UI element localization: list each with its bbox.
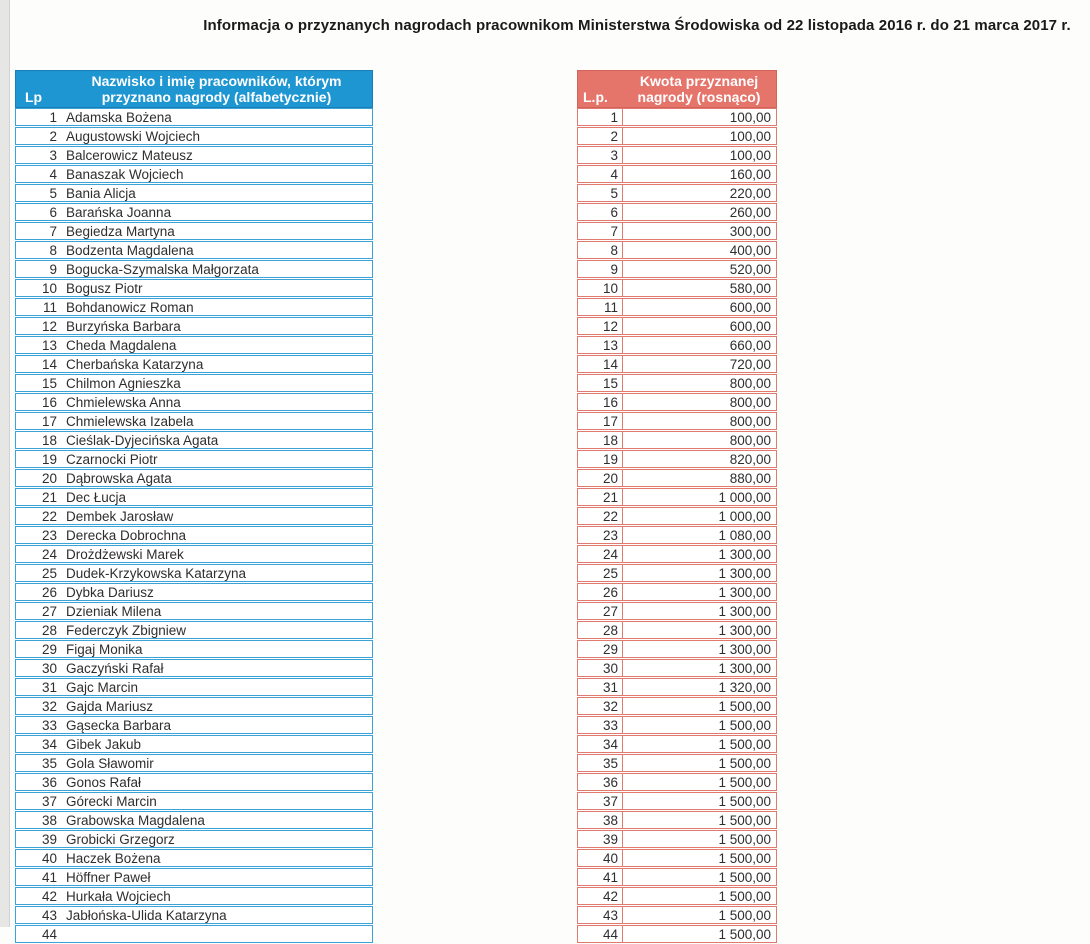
table-row — [577, 412, 777, 430]
table-row — [577, 773, 777, 791]
row-number: 9 — [49, 261, 57, 277]
award-amount: 1 300,00 — [718, 546, 771, 562]
award-amount: 600,00 — [729, 299, 771, 315]
table-row — [577, 450, 777, 468]
row-number: 40 — [41, 850, 57, 866]
table-row — [15, 184, 373, 202]
employee-name: Cheda Magdalena — [66, 337, 177, 353]
table-row — [577, 792, 777, 810]
table-row — [15, 127, 373, 145]
table-row — [15, 583, 373, 601]
row-number: 12 — [41, 318, 57, 334]
award-amount: 100,00 — [729, 109, 771, 125]
award-amount: 1 500,00 — [718, 812, 771, 828]
row-number: 30 — [41, 660, 57, 676]
table-row — [15, 279, 373, 297]
employee-name: Cherbańska Katarzyna — [66, 356, 204, 372]
row-number: 21 — [41, 489, 57, 505]
table-row — [15, 336, 373, 354]
employee-name: Balcerowicz Mateusz — [66, 147, 193, 163]
amounts-table — [577, 70, 777, 944]
award-amount: 1 300,00 — [718, 641, 771, 657]
row-number: 26 — [41, 584, 57, 600]
row-number: 25 — [578, 565, 623, 581]
row-number: 18 — [41, 432, 57, 448]
table-row — [577, 678, 777, 696]
table-row — [15, 165, 373, 183]
table-row — [577, 602, 777, 620]
award-amount: 520,00 — [729, 261, 771, 277]
employee-name: Drożdżewski Marek — [66, 546, 184, 562]
table-row — [15, 545, 373, 563]
row-number: 24 — [41, 546, 57, 562]
award-amount: 800,00 — [729, 375, 771, 391]
amounts-table-body — [577, 108, 777, 943]
row-number: 20 — [41, 470, 57, 486]
employee-name: Dudek-Krzykowska Katarzyna — [66, 565, 247, 581]
table-row — [577, 640, 777, 658]
row-number: 7 — [49, 223, 57, 239]
award-amount: 800,00 — [729, 394, 771, 410]
award-amount: 1 500,00 — [718, 888, 771, 904]
table-row — [15, 906, 373, 924]
employee-name: Höffner Paweł — [66, 869, 151, 885]
award-amount: 1 000,00 — [718, 489, 771, 505]
row-number: 41 — [578, 869, 623, 885]
row-number: 1 — [49, 109, 57, 125]
row-number: 44 — [578, 926, 623, 942]
employee-name: Bogucka-Szymalska Małgorzata — [66, 261, 259, 277]
names-column-header: Nazwisko i imię pracowników, którym przyznano nagrody (alfabetycznie) — [91, 73, 342, 105]
table-row — [15, 355, 373, 373]
row-number: 32 — [578, 698, 623, 714]
row-number: 3 — [578, 147, 623, 163]
table-row — [15, 602, 373, 620]
table-row — [15, 412, 373, 430]
row-number: 28 — [578, 622, 623, 638]
table-row — [15, 469, 373, 487]
row-number: 1 — [578, 109, 623, 125]
row-number: 14 — [578, 356, 623, 372]
row-number: 33 — [578, 717, 623, 733]
table-row — [15, 488, 373, 506]
row-number: 4 — [49, 166, 57, 182]
row-number: 20 — [578, 470, 623, 486]
row-number: 44 — [41, 926, 57, 942]
row-number: 28 — [41, 622, 57, 638]
table-row — [15, 108, 373, 126]
employee-name: Hurkała Wojciech — [66, 888, 171, 904]
row-number: 15 — [578, 375, 623, 391]
award-amount: 1 320,00 — [718, 679, 771, 695]
table-row — [577, 317, 777, 335]
table-row — [577, 925, 777, 943]
row-number: 13 — [578, 337, 623, 353]
table-row — [577, 127, 777, 145]
award-amount: 720,00 — [729, 356, 771, 372]
table-row — [15, 754, 373, 772]
row-number: 34 — [578, 736, 623, 752]
table-row — [15, 640, 373, 658]
table-row — [577, 431, 777, 449]
award-amount: 300,00 — [729, 223, 771, 239]
lp-column-header: L.p. — [583, 89, 608, 105]
award-amount: 1 500,00 — [718, 755, 771, 771]
table-row — [577, 697, 777, 715]
row-number: 17 — [41, 413, 57, 429]
row-number: 6 — [578, 204, 623, 220]
award-amount: 1 500,00 — [718, 793, 771, 809]
employee-name: Dzieniak Milena — [66, 603, 162, 619]
employee-name: Adamska Bożena — [66, 109, 172, 125]
table-row — [15, 526, 373, 544]
award-amount: 880,00 — [729, 470, 771, 486]
employee-name: Dybka Dariusz — [66, 584, 154, 600]
row-number: 35 — [41, 755, 57, 771]
table-row — [15, 735, 373, 753]
row-number: 12 — [578, 318, 623, 334]
employee-name: Chmielewska Anna — [66, 394, 181, 410]
table-row — [15, 792, 373, 810]
award-amount: 1 300,00 — [718, 603, 771, 619]
row-number: 15 — [41, 375, 57, 391]
amounts-table-header — [577, 70, 777, 108]
award-amount: 160,00 — [729, 166, 771, 182]
table-row — [15, 773, 373, 791]
table-row — [577, 393, 777, 411]
row-number: 16 — [41, 394, 57, 410]
employee-name: Chilmon Agnieszka — [66, 375, 181, 391]
row-number: 24 — [578, 546, 623, 562]
award-amount: 1 500,00 — [718, 717, 771, 733]
award-amount: 660,00 — [729, 337, 771, 353]
names-table-header — [15, 70, 373, 108]
employee-name: Bohdanowicz Roman — [66, 299, 194, 315]
table-row — [15, 621, 373, 639]
table-row — [577, 849, 777, 867]
table-row — [577, 374, 777, 392]
table-row — [577, 830, 777, 848]
table-row — [15, 564, 373, 582]
row-number: 34 — [41, 736, 57, 752]
row-number: 37 — [578, 793, 623, 809]
employee-name: Czarnocki Piotr — [66, 451, 158, 467]
row-number: 11 — [42, 299, 57, 315]
row-number: 36 — [578, 774, 623, 790]
employee-name: Gajc Marcin — [66, 679, 139, 695]
row-number: 2 — [578, 128, 623, 144]
award-amount: 1 000,00 — [718, 508, 771, 524]
table-row — [577, 564, 777, 582]
award-amount: 100,00 — [729, 147, 771, 163]
award-amount: 1 300,00 — [718, 565, 771, 581]
table-row — [15, 811, 373, 829]
row-number: 8 — [49, 242, 57, 258]
amounts-column-header: Kwota przyznanej nagrody (rosnąco) — [637, 73, 761, 105]
table-row — [15, 431, 373, 449]
table-row — [15, 241, 373, 259]
award-amount: 1 500,00 — [718, 850, 771, 866]
award-amount: 220,00 — [729, 185, 771, 201]
award-amount: 600,00 — [729, 318, 771, 334]
table-row — [577, 279, 777, 297]
table-row — [15, 830, 373, 848]
row-number: 37 — [41, 793, 57, 809]
employee-name: Grobicki Grzegorz — [66, 831, 175, 847]
table-row — [15, 317, 373, 335]
row-number: 43 — [578, 907, 623, 923]
table-row — [15, 697, 373, 715]
table-row — [15, 203, 373, 221]
table-row — [15, 716, 373, 734]
table-row — [577, 336, 777, 354]
award-amount: 800,00 — [729, 432, 771, 448]
table-row — [577, 887, 777, 905]
award-amount: 1 500,00 — [718, 831, 771, 847]
table-row — [15, 868, 373, 886]
award-amount: 1 500,00 — [718, 736, 771, 752]
row-number: 5 — [49, 185, 57, 201]
employee-name: Gaczyński Rafał — [66, 660, 164, 676]
employee-name: Burzyńska Barbara — [66, 318, 181, 334]
table-row — [577, 355, 777, 373]
table-row — [577, 241, 777, 259]
employee-name: Barańska Joanna — [66, 204, 172, 220]
employee-name: Jabłońska-Ulida Katarzyna — [66, 907, 227, 923]
employee-name: Cieślak-Dyjecińska Agata — [66, 432, 219, 448]
award-amount: 1 300,00 — [718, 584, 771, 600]
row-number: 32 — [41, 698, 57, 714]
table-row — [15, 925, 373, 943]
row-number: 29 — [41, 641, 57, 657]
lp-column-header: Lp — [25, 89, 43, 105]
row-number: 11 — [578, 299, 623, 315]
employee-name: Begiedza Martyna — [66, 223, 175, 239]
employee-name: Gąsecka Barbara — [66, 717, 172, 733]
row-number: 42 — [578, 888, 623, 904]
employee-name: Gola Sławomir — [66, 755, 154, 771]
table-row — [15, 374, 373, 392]
table-row — [577, 146, 777, 164]
row-number: 6 — [49, 204, 57, 220]
names-table — [15, 70, 373, 944]
employee-name: Bodzenta Magdalena — [66, 242, 194, 258]
row-number: 10 — [41, 280, 57, 296]
row-number: 22 — [578, 508, 623, 524]
table-row — [577, 222, 777, 240]
award-amount: 1 300,00 — [718, 660, 771, 676]
employee-name: Górecki Marcin — [66, 793, 157, 809]
award-amount: 400,00 — [729, 242, 771, 258]
row-number: 19 — [41, 451, 57, 467]
table-row — [15, 393, 373, 411]
row-number: 4 — [578, 166, 623, 182]
award-amount: 100,00 — [729, 128, 771, 144]
row-number: 25 — [41, 565, 57, 581]
table-row — [15, 298, 373, 316]
employee-name: Bogusz Piotr — [66, 280, 143, 296]
row-number: 38 — [41, 812, 57, 828]
row-number: 27 — [578, 603, 623, 619]
row-number: 8 — [578, 242, 623, 258]
table-row — [577, 184, 777, 202]
row-number: 42 — [41, 888, 57, 904]
page-title: Informacja o przyznanych nagrodach pracownikom Ministerstwa Środowiska od 22 listopada 2016 r. do 21 marca 2017 r. — [203, 17, 1071, 34]
table-row — [577, 526, 777, 544]
employee-name: Bania Alicja — [66, 185, 136, 201]
award-amount: 800,00 — [729, 413, 771, 429]
employee-name: Derecka Dobrochna — [66, 527, 187, 543]
award-amount: 1 500,00 — [718, 926, 771, 942]
row-number: 16 — [578, 394, 623, 410]
award-amount: 1 300,00 — [718, 622, 771, 638]
employee-name: Haczek Bożena — [66, 850, 161, 866]
table-row — [15, 146, 373, 164]
row-number: 7 — [578, 223, 623, 239]
table-row — [577, 165, 777, 183]
row-number: 43 — [41, 907, 57, 923]
row-number: 40 — [578, 850, 623, 866]
table-row — [577, 203, 777, 221]
employee-name: Grabowska Magdalena — [66, 812, 205, 828]
award-amount: 260,00 — [729, 204, 771, 220]
row-number: 30 — [578, 660, 623, 676]
row-number: 39 — [578, 831, 623, 847]
table-row — [577, 583, 777, 601]
row-number: 36 — [41, 774, 57, 790]
table-row — [15, 260, 373, 278]
row-number: 3 — [49, 147, 57, 163]
table-row — [577, 754, 777, 772]
table-row — [15, 887, 373, 905]
employee-name: Banaszak Wojciech — [66, 166, 184, 182]
table-row — [577, 906, 777, 924]
row-number: 10 — [578, 280, 623, 296]
row-number: 27 — [41, 603, 57, 619]
employee-name: Gonos Rafał — [66, 774, 142, 790]
table-row — [15, 222, 373, 240]
award-amount: 1 080,00 — [718, 527, 771, 543]
table-row — [577, 621, 777, 639]
row-number: 31 — [41, 679, 57, 695]
row-number: 9 — [578, 261, 623, 277]
table-row — [15, 450, 373, 468]
table-row — [577, 260, 777, 278]
table-row — [577, 868, 777, 886]
row-number: 26 — [578, 584, 623, 600]
row-number: 14 — [41, 356, 57, 372]
award-amount: 1 500,00 — [718, 869, 771, 885]
names-table-body — [15, 108, 373, 943]
row-number: 2 — [49, 128, 57, 144]
table-row — [577, 716, 777, 734]
row-number: 5 — [578, 185, 623, 201]
award-amount: 1 500,00 — [718, 698, 771, 714]
table-row — [15, 678, 373, 696]
employee-name: Dąbrowska Agata — [66, 470, 172, 486]
row-number: 21 — [578, 489, 623, 505]
table-row — [577, 811, 777, 829]
employee-name: Gibek Jakub — [66, 736, 142, 752]
table-row — [15, 849, 373, 867]
table-row — [577, 507, 777, 525]
row-number: 33 — [41, 717, 57, 733]
employee-name: Chmielewska Izabela — [66, 413, 194, 429]
row-number: 41 — [41, 869, 57, 885]
row-number: 35 — [578, 755, 623, 771]
employee-name: Figaj Monika — [66, 641, 143, 657]
award-amount: 1 500,00 — [718, 774, 771, 790]
table-row — [577, 545, 777, 563]
employee-name: Dec Łucja — [66, 489, 127, 505]
row-number: 17 — [578, 413, 623, 429]
row-number: 38 — [578, 812, 623, 828]
row-number: 13 — [41, 337, 57, 353]
scan-left-margin — [0, 0, 10, 927]
row-number: 18 — [578, 432, 623, 448]
row-number: 22 — [41, 508, 57, 524]
employee-name: Federczyk Zbigniew — [66, 622, 187, 638]
row-number: 23 — [578, 527, 623, 543]
table-row — [15, 659, 373, 677]
employee-name: Augustowski Wojciech — [66, 128, 201, 144]
row-number: 39 — [41, 831, 57, 847]
row-number: 29 — [578, 641, 623, 657]
table-row — [577, 488, 777, 506]
table-row — [577, 659, 777, 677]
table-row — [577, 108, 777, 126]
award-amount: 580,00 — [729, 280, 771, 296]
award-amount: 1 500,00 — [718, 907, 771, 923]
table-row — [15, 507, 373, 525]
row-number: 23 — [41, 527, 57, 543]
employee-name: Gajda Mariusz — [66, 698, 154, 714]
employee-name: Dembek Jarosław — [66, 508, 174, 524]
table-row — [577, 298, 777, 316]
award-amount: 820,00 — [729, 451, 771, 467]
row-number: 31 — [578, 679, 623, 695]
row-number: 19 — [578, 451, 623, 467]
table-row — [577, 469, 777, 487]
table-row — [577, 735, 777, 753]
